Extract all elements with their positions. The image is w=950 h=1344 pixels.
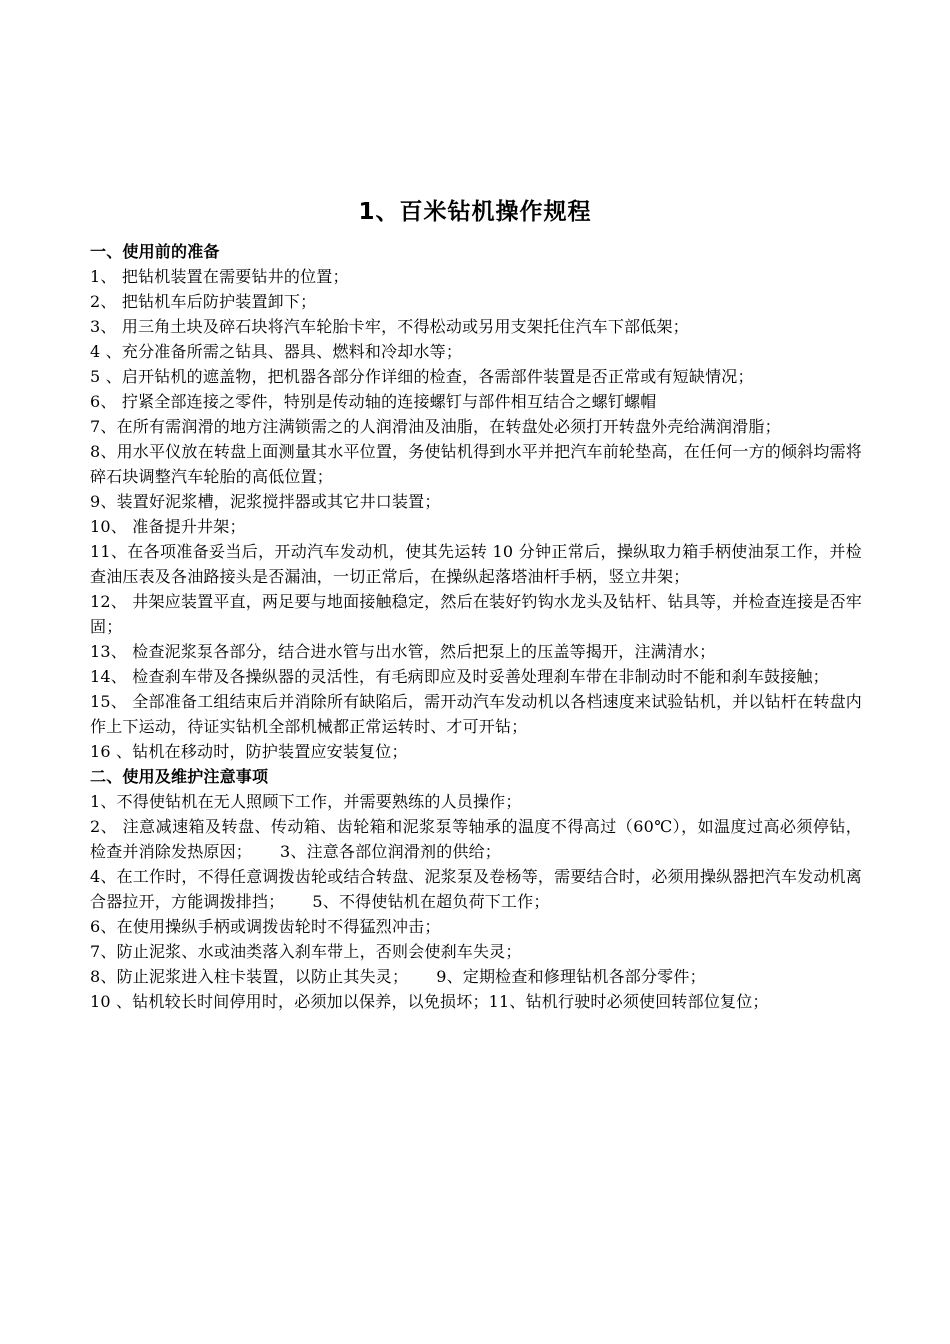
prep-item-3: 3、 用三角土块及碎石块将汽车轮胎卡牢，不得松动或另用支架托住汽车下部低架； bbox=[90, 317, 689, 336]
maint-item-6: 6、在使用操纵手柄或调拨齿轮时不得猛烈冲击； bbox=[90, 917, 441, 936]
prep-item-1: 1、 把钻机装置在需要钻井的位置； bbox=[90, 267, 349, 286]
maint-item-11: 11、钻机行驶时必须使回转部位复位； bbox=[488, 992, 769, 1011]
maint-item-3: 3、注意各部位润滑剂的供给； bbox=[280, 842, 501, 861]
section-heading-preparation: 一、使用前的准备 bbox=[90, 242, 220, 261]
prep-item-9: 9、装置好泥浆槽，泥浆搅拌器或其它井口装置； bbox=[90, 492, 441, 511]
maint-item-1: 1、不得使钻机在无人照顾下工作，并需要熟练的人员操作； bbox=[90, 792, 522, 811]
prep-item-6: 6、 拧紧全部连接之零件，特别是传动轴的连接螺钉与部件相互结合之螺钉螺帽 bbox=[90, 392, 657, 411]
maint-item-10: 10 、钻机较长时间停用时，必须加以保养，以免损坏； bbox=[90, 992, 489, 1011]
prep-item-15: 15、 全部准备工组结束后并消除所有缺陷后，需开动汽车发动机以各档速度来试验钻机，并以钻杆在转盘内作上下运动，待证实钻机全部机械都正常运转时、才可开钻； bbox=[90, 692, 862, 736]
prep-item-2: 2、 把钻机车后防护装置卸下； bbox=[90, 292, 317, 311]
prep-item-8: 8、用水平仪放在转盘上面测量其水平位置，务使钻机得到水平并把汽车前轮垫高，在任何一方的倾斜均需将碎石块调整汽车轮胎的高低位置； bbox=[90, 442, 862, 486]
maint-item-2: 2、 注意减速箱及转盘、传动箱、齿轮箱和泥浆泵等轴承的温度不得高过（60℃），如温度过高必须停钻，检查并消除发热原因； bbox=[90, 817, 862, 861]
maint-item-5: 5、不得使钻机在超负荷下工作； bbox=[312, 892, 550, 911]
prep-item-7: 7、在所有需润滑的地方注满锁需之的人润滑油及油脂，在转盘处必须打开转盘外壳给满润滑脂； bbox=[90, 417, 781, 436]
prep-item-16: 16 、钻机在移动时，防护装置应安装复位； bbox=[90, 742, 408, 761]
maint-item-10-11 bbox=[90, 989, 862, 1014]
prep-item-11: 11、在各项准备妥当后，开动汽车发动机，使其先运转 10 分钟正常后，操纵取力箱手柄使油泵工作，并检查油压表及各油路接头是否漏油，一切正常后，在操纵起落塔油杆手柄，竖立井架； bbox=[90, 542, 862, 586]
prep-item-14: 14、 检查刹车带及各操纵器的灵活性，有毛病即应及时妥善处理刹车带在非制动时不能和刹车鼓接触； bbox=[90, 667, 829, 686]
prep-item-10: 10、 准备提升井架； bbox=[90, 517, 246, 536]
maint-item-8-9 bbox=[90, 964, 862, 989]
maint-item-4-5 bbox=[90, 864, 862, 914]
maint-item-8: 8、防止泥浆进入柱卡装置，以防止其失灵； bbox=[90, 967, 409, 986]
prep-item-12: 12、 井架应装置平直，两足要与地面接触稳定，然后在装好钓钩水龙头及钻杆、钻具等，并检查连接是否牢固； bbox=[90, 592, 862, 636]
prep-item-13: 13、 检查泥浆泵各部分，结合进水管与出水管，然后把泵上的压盖等揭开，注满清水； bbox=[90, 642, 716, 661]
maint-item-7: 7、防止泥浆、水或油类落入刹车带上，否则会使刹车失灵； bbox=[90, 942, 522, 961]
maint-item-9: 9、定期检查和修理钻机各部分零件； bbox=[436, 967, 706, 986]
maint-item-4: 4、在工作时，不得任意调拨齿轮或结合转盘、泥浆泵及卷杨等，需要结合时，必须用操纵器把汽车发动机离合器拉开，方能调拨排挡； bbox=[90, 867, 862, 911]
maint-item-2-3 bbox=[90, 814, 862, 864]
document-body bbox=[90, 239, 862, 1014]
prep-item-4: 4 、充分准备所需之钻具、器具、燃料和冷却水等； bbox=[90, 342, 463, 361]
document-title: 1、百米钻机操作规程 bbox=[358, 199, 592, 225]
section-heading-maintenance: 二、使用及维护注意事项 bbox=[90, 767, 269, 786]
prep-item-5: 5 、启开钻机的遮盖物，把机器各部分作详细的检查，各需部件装置是否正常或有短缺情况； bbox=[90, 367, 754, 386]
